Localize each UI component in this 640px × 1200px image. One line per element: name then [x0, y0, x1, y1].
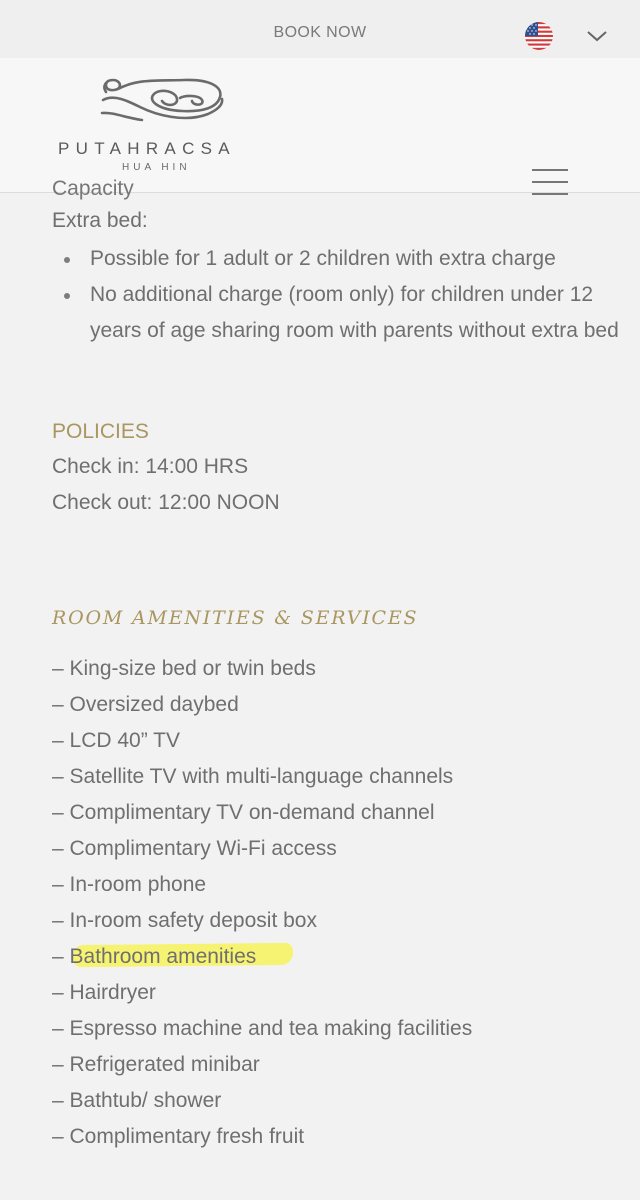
amenity-item: – Refrigerated minibar [52, 1053, 260, 1076]
amenity-item: – LCD 40” TV [52, 729, 180, 752]
amenity-item: – Hairdryer [52, 981, 156, 1004]
amenity-item: – King-size bed or twin beds [52, 657, 316, 680]
book-now-link[interactable]: BOOK NOW [273, 24, 367, 41]
amenity-item: – Espresso machine and tea making facilities [52, 1017, 473, 1040]
amenity-item-highlighted: – Bathroom amenities [52, 945, 257, 968]
site-header [0, 58, 640, 193]
check-out-text: Check out: 12:00 NOON [52, 491, 280, 514]
amenity-item: – In-room safety deposit box [52, 909, 317, 932]
logo-mark-icon[interactable] [98, 73, 226, 125]
list-item [52, 241, 622, 277]
logo-subtitle[interactable]: HUA HIN [122, 162, 191, 173]
amenity-item: – Complimentary fresh fruit [52, 1125, 305, 1148]
us-flag-icon[interactable] [525, 22, 553, 50]
extra-bed-list [52, 241, 622, 349]
check-in-text: Check in: 14:00 HRS [52, 455, 249, 478]
extra-bed-label: Extra bed: [52, 209, 148, 232]
amenities-list [52, 651, 632, 1155]
hamburger-menu-icon[interactable] [532, 169, 568, 195]
chevron-down-icon[interactable] [586, 29, 608, 43]
room-details-content [0, 177, 640, 1200]
policies-heading: POLICIES [52, 420, 149, 443]
amenity-item: – Oversized daybed [52, 693, 239, 716]
top-bar [0, 0, 640, 58]
amenity-item: – Complimentary Wi-Fi access [52, 837, 337, 860]
logo-name[interactable]: PUTAHRACSA [58, 139, 236, 158]
clipped-capacity-line: Capacity [52, 177, 134, 200]
amenity-item: – In-room phone [52, 873, 207, 896]
amenity-item: – Complimentary TV on-demand channel [52, 801, 435, 824]
bullet-icon [64, 257, 70, 263]
amenities-heading: ROOM AMENITIES & SERVICES [52, 607, 419, 629]
list-item [52, 277, 622, 349]
amenity-item: – Bathtub/ shower [52, 1089, 222, 1112]
list-item-text: No additional charge (room only) for children under 12 years of age sharing room with parents without extra bed [90, 283, 619, 342]
bullet-icon [64, 293, 70, 299]
amenity-item: – Satellite TV with multi-language channels [52, 765, 454, 788]
list-item-text: Possible for 1 adult or 2 children with extra charge [90, 247, 556, 270]
